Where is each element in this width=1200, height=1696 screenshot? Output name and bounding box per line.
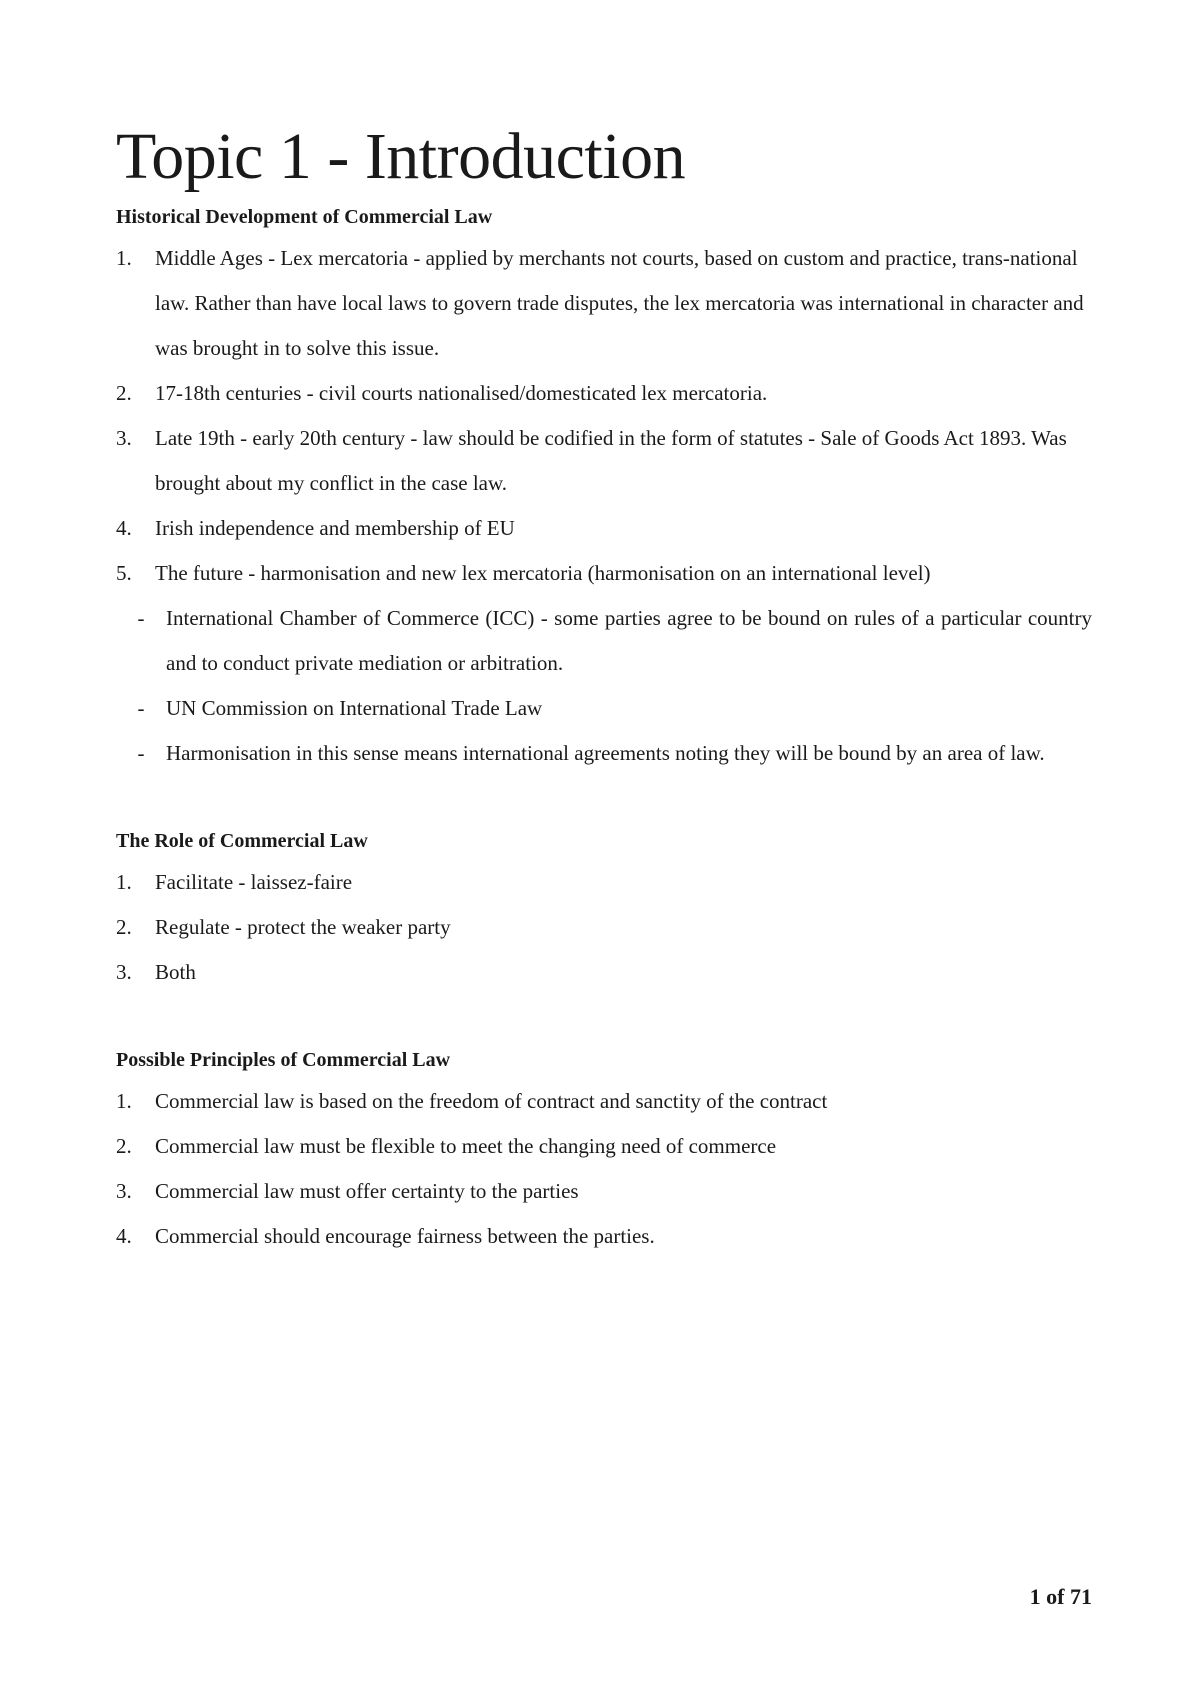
list-number: 3.: [116, 960, 132, 984]
list-text: Irish independence and membership of EU: [155, 516, 515, 540]
list-text: Late 19th - early 20th century - law should be codified in the form of statutes - Sale of Goods Act 1893. Was brought about my conflict in the case law.: [155, 426, 1067, 495]
historical-list: [116, 236, 1092, 596]
list-number: 2.: [116, 1134, 132, 1158]
sublist-item: [116, 596, 1092, 686]
list-number: 2.: [116, 915, 132, 939]
document-page: [116, 100, 1092, 1259]
list-item: [116, 1124, 1092, 1169]
list-text: Commercial should encourage fairness between the parties.: [155, 1224, 655, 1248]
list-number: 3.: [116, 426, 132, 450]
dash-bullet: -: [137, 606, 145, 630]
sublist-text: International Chamber of Commerce (ICC) - some parties agree to be bound on rules of a particular country and to conduct private mediation or arbitration.: [166, 606, 1092, 675]
dash-bullet: -: [137, 741, 145, 765]
dash-bullet: -: [137, 696, 145, 720]
list-item: [116, 950, 1092, 995]
list-number: 1.: [116, 1089, 132, 1113]
list-item: [116, 236, 1092, 371]
future-sublist: [116, 596, 1092, 776]
sublist-text: Harmonisation in this sense means international agreements noting they will be bound by an area of law.: [166, 741, 1045, 765]
list-item: [116, 416, 1092, 506]
list-item: [116, 551, 1092, 596]
list-item: [116, 905, 1092, 950]
section-heading-role: The Role of Commercial Law: [116, 830, 368, 852]
sublist-text: UN Commission on International Trade Law: [166, 696, 543, 720]
list-text: Commercial law must be flexible to meet the changing need of commerce: [155, 1134, 777, 1158]
section-heading-principles: Possible Principles of Commercial Law: [116, 1049, 451, 1071]
list-number: 3.: [116, 1179, 132, 1203]
principles-list: [116, 1079, 1092, 1259]
list-text: Commercial law is based on the freedom of contract and sanctity of the contract: [155, 1089, 828, 1113]
list-number: 4.: [116, 1224, 132, 1248]
sublist-item: [116, 731, 1092, 776]
list-item: [116, 1079, 1092, 1124]
list-number: 1.: [116, 870, 132, 894]
list-item: [116, 371, 1092, 416]
list-item: [116, 1169, 1092, 1214]
list-text: 17-18th centuries - civil courts nationalised/domesticated lex mercatoria.: [155, 381, 768, 405]
role-list: [116, 860, 1092, 995]
list-text: Middle Ages - Lex mercatoria - applied by merchants not courts, based on custom and practice, trans-national law. Rather than have local laws to govern trade disputes, the lex mercatoria was international in character and was brought in to solve this issue.: [155, 246, 1084, 360]
list-text: The future - harmonisation and new lex mercatoria (harmonisation on an international level): [155, 561, 931, 585]
page-number: 1 of 71: [1029, 1584, 1092, 1609]
list-text: Facilitate - laissez-faire: [155, 870, 353, 894]
list-number: 1.: [116, 246, 132, 270]
list-item: [116, 860, 1092, 905]
list-number: 5.: [116, 561, 132, 585]
sublist-item: [116, 686, 1092, 731]
list-item: [116, 506, 1092, 551]
list-number: 4.: [116, 516, 132, 540]
list-number: 2.: [116, 381, 132, 405]
list-text: Commercial law must offer certainty to the parties: [155, 1179, 579, 1203]
list-item: [116, 1214, 1092, 1259]
list-text: Regulate - protect the weaker party: [155, 915, 451, 939]
section-heading-historical: Historical Development of Commercial Law: [116, 206, 493, 228]
list-text: Both: [155, 960, 196, 984]
page-title: Topic 1 - Introduction: [116, 120, 686, 193]
